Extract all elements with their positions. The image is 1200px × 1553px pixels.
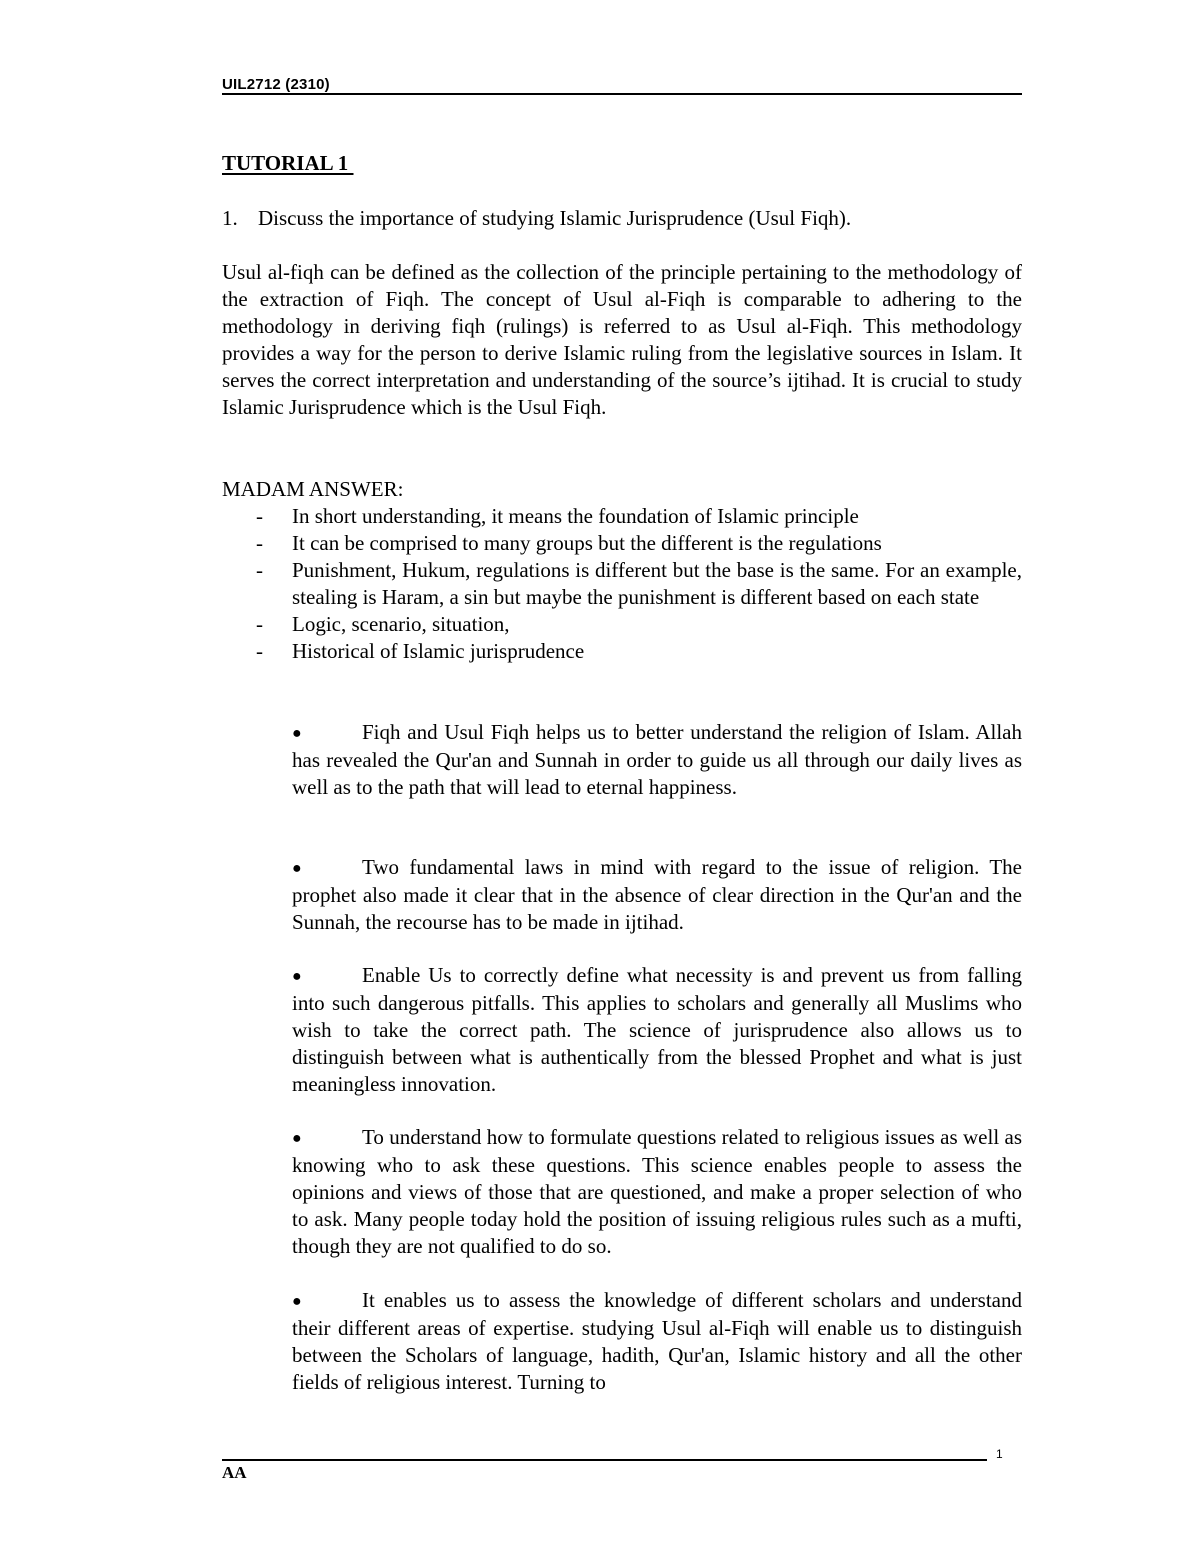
bullet-icon: ●: [292, 1130, 302, 1147]
bullet-icon: ●: [292, 860, 302, 877]
bullet-icon: ●: [292, 968, 302, 985]
dash-marker: -: [256, 639, 263, 663]
list-item: [222, 611, 1022, 638]
bullet-point: [292, 719, 1022, 801]
bullet-icon: ●: [292, 725, 302, 742]
bullet-text: To understand how to formulate questions related to religious issues as well as knowing who to ask these questions. This science enables people to assess the opinions and views of those that are questioned, and make a proper selection of who to ask. Many people today hold the position of issuing religious rules such as a mufti, though they are not qualified to do so.: [292, 1125, 1022, 1258]
dash-marker: -: [256, 531, 263, 555]
bullet-text: It enables us to assess the knowledge of different scholars and understand their different areas of expertise. studying Usul al-Fiqh will enable us to distinguish between the Scholars of language, hadith, Qur'an, Islamic history and all the other fields of religious interest. Turning to: [292, 1288, 1022, 1394]
dash-marker: -: [256, 558, 263, 582]
list-item-text: Logic, scenario, situation,: [292, 612, 510, 636]
bullet-point: [292, 1287, 1022, 1396]
tutorial-title: TUTORIAL 1: [222, 151, 354, 175]
list-item-text: In short understanding, it means the foundation of Islamic principle: [292, 504, 859, 528]
page-number: 1: [996, 1447, 1003, 1461]
list-item: [222, 530, 1022, 557]
madam-answer-list: [222, 503, 1022, 665]
dash-marker: -: [256, 504, 263, 528]
list-item: [222, 638, 1022, 665]
bullet-text: Fiqh and Usul Fiqh helps us to better understand the religion of Islam. Allah has revealed the Qur'an and Sunnah in order to guide us all through our daily lives as well as to the path that will lead to eternal happiness.: [292, 720, 1022, 799]
bullet-point: [292, 1124, 1022, 1260]
question-text: Discuss the importance of studying Islamic Jurisprudence (Usul Fiqh).: [258, 206, 852, 230]
header-rule: [222, 93, 1022, 95]
list-item: [222, 557, 1022, 611]
dash-marker: -: [256, 612, 263, 636]
list-item: [222, 503, 1022, 530]
page-header-code: UIL2712 (2310): [222, 76, 330, 93]
footer-initials: AA: [222, 1463, 247, 1482]
list-item-text: Punishment, Hukum, regulations is different but the base is the same. For an example, stealing is Haram, a sin but maybe the punishment is different based on each state: [292, 558, 1022, 609]
footer-rule: [222, 1459, 987, 1461]
answer-paragraph: Usul al-fiqh can be defined as the collection of the principle pertaining to the methodology of the extraction of Fiqh. The concept of Usul al-Fiqh is comparable to adhering to the methodology in deriving fiqh (rulings) is referred to as Usul al-Fiqh. This methodology provides a way for the person to derive Islamic ruling from the legislative sources in Islam. It serves the correct interpretation and understanding of the source’s ijtihad. It is crucial to study Islamic Jurisprudence which is the Usul Fiqh.: [222, 260, 1022, 419]
bullet-text: Enable Us to correctly define what necessity is and prevent us from falling into such dangerous pitfalls. This applies to scholars and generally all Muslims who wish to take the correct path. The science of jurisprudence also allows us to distinguish between what is authentically from the blessed Prophet and what is just meaningless innovation.: [292, 963, 1022, 1096]
madam-answer-label: MADAM ANSWER:: [222, 477, 404, 501]
bullet-icon: ●: [292, 1293, 302, 1310]
question: [222, 205, 1022, 232]
bullet-point: [292, 962, 1022, 1098]
list-item-text: It can be comprised to many groups but the different is the regulations: [292, 531, 882, 555]
question-number: 1.: [222, 206, 238, 230]
bullet-point: [292, 854, 1022, 936]
list-item-text: Historical of Islamic jurisprudence: [292, 639, 585, 663]
bullet-text: Two fundamental laws in mind with regard to the issue of religion. The prophet also made it clear that in the absence of clear direction in the Qur'an and the Sunnah, the recourse has to be made in ijtihad.: [292, 855, 1022, 934]
